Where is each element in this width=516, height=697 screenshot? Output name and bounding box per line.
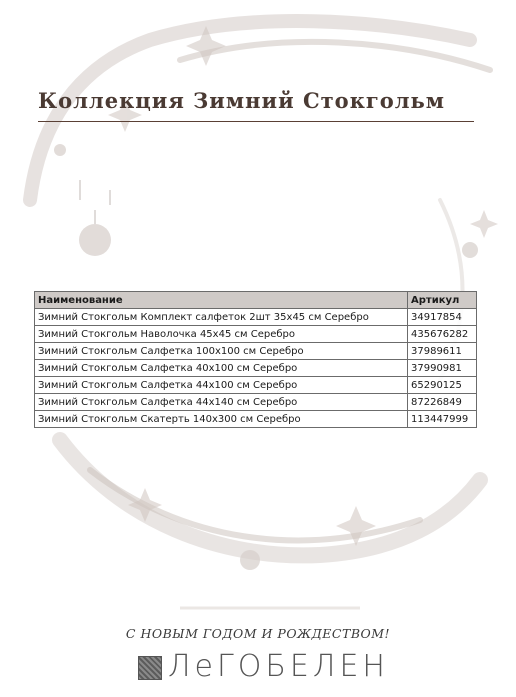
table-row (35, 343, 477, 360)
product-sku-cell: 37990981 (408, 360, 477, 377)
product-sku-cell: 37989611 (408, 343, 477, 360)
product-sku-cell: 34917854 (408, 309, 477, 326)
product-name-cell: Зимний Стокгольм Салфетка 100х100 см Серебро (35, 343, 408, 360)
column-header-name: Наименование (35, 292, 408, 309)
products-table (34, 291, 477, 428)
product-name-cell: Зимний Стокгольм Салфетка 44х140 см Серебро (35, 394, 408, 411)
table-row (35, 360, 477, 377)
product-name-cell: Зимний Стокгольм Салфетка 40х100 см Серебро (35, 360, 408, 377)
product-name-cell: Зимний Стокгольм Комплект салфеток 2шт 35х45 см Серебро (35, 309, 408, 326)
product-name-cell: Зимний Стокгольм Салфетка 44х100 см Серебро (35, 377, 408, 394)
page-title: Коллекция Зимний Стокгольм (38, 88, 446, 113)
product-name-cell: Зимний Стокгольм Наволочка 45х45 см Серебро (35, 326, 408, 343)
brand-logo-icon (138, 656, 162, 680)
product-sku-cell: 435676282 (408, 326, 477, 343)
table-row (35, 377, 477, 394)
table-row (35, 326, 477, 343)
table-row (35, 394, 477, 411)
product-sku-cell: 65290125 (408, 377, 477, 394)
brand-name: ЛеГОБЕЛЕН (168, 649, 389, 684)
title-divider (38, 121, 474, 122)
product-name-cell: Зимний Стокгольм Скатерть 140х300 см Серебро (35, 411, 408, 428)
table-row (35, 411, 477, 428)
product-sku-cell: 87226849 (408, 394, 477, 411)
column-header-sku: Артикул (408, 292, 477, 309)
table-header-row (35, 292, 477, 309)
holiday-greeting: С НОВЫМ ГОДОМ И РОЖДЕСТВОМ! (125, 626, 391, 641)
table-row (35, 309, 477, 326)
product-sku-cell: 113447999 (408, 411, 477, 428)
